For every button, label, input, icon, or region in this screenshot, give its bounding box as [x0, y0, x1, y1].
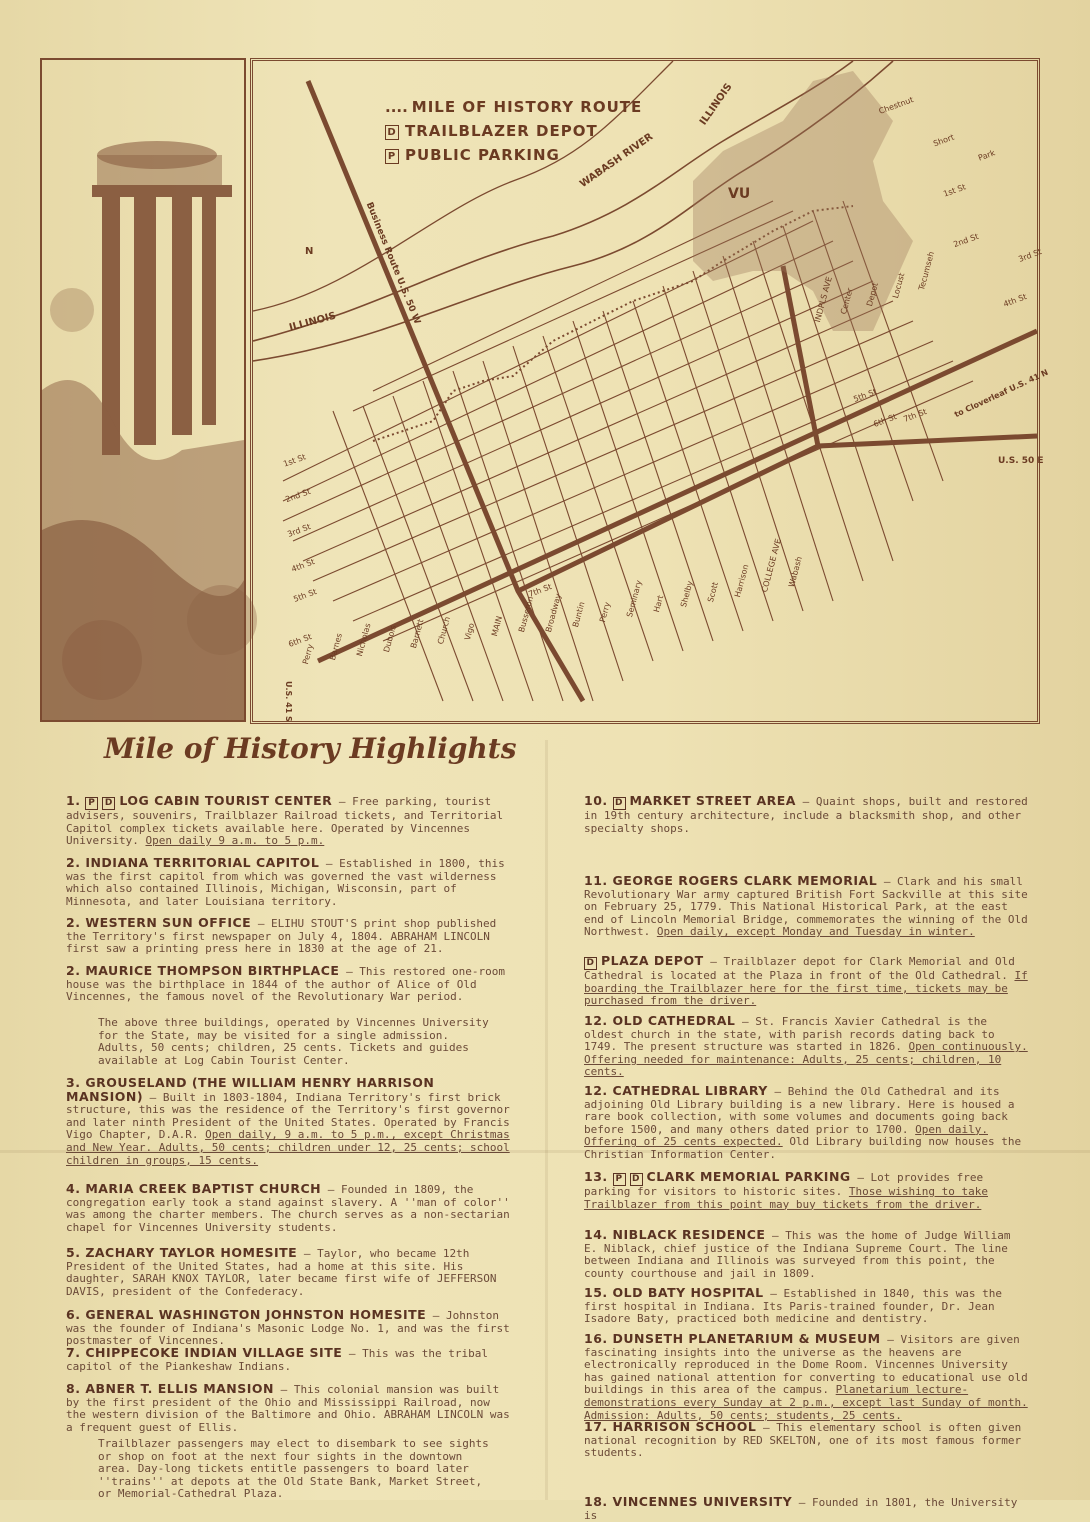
map-street-label: Locust [891, 271, 907, 300]
entry-hours: If boarding the Trailblazer here for the first time, tickets may be purchased from the driver. [584, 969, 1028, 1008]
entry-text: – Established in 1840, this was the first hospital in Indiana. Its Paris-trained founder, Dr. Jean Isadore Baty, practiced both medicine and dentistry. [584, 1287, 1003, 1326]
entry-heading [584, 1285, 764, 1300]
entry-heading [584, 953, 704, 968]
entry-heading [584, 1083, 768, 1098]
entry-title: VINCENNES UNIVERSITY [612, 1494, 793, 1509]
entry-number: 13. [584, 1169, 608, 1184]
map-street-label: 4th St [290, 557, 316, 574]
entry-heading [66, 915, 251, 930]
map-street-label: Barnett [409, 618, 426, 650]
map-legend [385, 95, 642, 167]
highlight-entry [66, 795, 511, 848]
highlight-entry [66, 965, 511, 1004]
entry-heading [584, 1169, 851, 1184]
entry-title: MARIA CREEK BAPTIST CHURCH [85, 1181, 322, 1196]
map-street-label: 2nd St [952, 231, 980, 250]
map-street-label: Scott [706, 581, 721, 604]
entry-number: 17. [584, 1419, 608, 1434]
entry-text: – This restored one-room house was the birthplace in 1844 of the author of Alice of Old Vincennes, the famous novel of the Revolutionary War period. [66, 965, 506, 1004]
map-street-label: Perry [301, 643, 316, 666]
entry-heading [66, 793, 332, 808]
entry-text: – Clark and his small Revolutionary War army captured British Fort Sackville at this site on February 25, 1779. This National Historical Park, at the east end of Lincoln Memorial Bridge, commemorates the winning of the Old Northwest. [584, 875, 1028, 939]
entry-text: Old Library building now houses the Christian Information Center. [584, 1135, 1022, 1161]
entry-title: ZACHARY TAYLOR HOMESITE [85, 1245, 298, 1260]
entry-title: HARRISON SCHOOL [612, 1419, 757, 1434]
highlight-entry [584, 1171, 1029, 1211]
entry-heading [584, 1419, 756, 1434]
entry-hours: Open continuously. Offering needed for maintenance: Adults, 25 cents; children, 10 cents. [584, 1040, 1028, 1079]
highlight-entry [584, 875, 1029, 939]
entry-text: – Trailblazer depot for Clark Memorial and Old Cathedral is located at the Plaza in front of the Old Cathedral. [584, 955, 1015, 982]
map-label-us50e: U.S. 50 E [998, 456, 1044, 466]
entry-title: CLARK MEMORIAL PARKING [646, 1169, 851, 1184]
map-street-label: Broadway [544, 592, 563, 634]
entry-number: 8. [66, 1381, 81, 1396]
entry-text: – Free parking, tourist advisers, souvenirs, Trailblazer Railroad tickets, and Territorial Capitol complex tickets available here. Operated by Vincennes University. [66, 795, 504, 848]
map-street-label: MAIN [490, 614, 505, 638]
map-street-label: Barnes [328, 632, 344, 662]
highlight-entry [584, 955, 1029, 1008]
entry-text: – Behind the Old Cathedral and its adjoining Old Library building is a new library. Here is housed a rare book collection, with some volumes and documents going back before 1500, and many others dated prior to 1700. [584, 1085, 1015, 1136]
entry-text: – Built in 1803-1804, Indiana Territory's first brick structure, this was the residence of the Territory's first governor and later ninth President of the United States. Operated by Francis Vigo Chapter, D.A.R. [66, 1090, 510, 1142]
entry-title: CHIPPECOKE INDIAN VILLAGE SITE [85, 1345, 343, 1360]
legend-parking: P PUBLIC PARKING [385, 143, 642, 167]
map-label-north: N [305, 246, 314, 257]
map-label-river3: ILLINOIS [288, 310, 338, 334]
map-street-label: Buntin [571, 600, 587, 629]
entry-heading [584, 1331, 881, 1346]
entry-text: – This colonial mansion was built by the first president of the Ohio and Mississippi Railroad, now the western division of the Baltimore and Ohio. ABRAHAM LINCOLN was a frequent guest of Ellis. [66, 1383, 510, 1434]
entry-text: – Johnston was the founder of Indiana's Masonic Lodge No. 1, and was the first postmaster of Vincennes. [66, 1309, 510, 1348]
entry-number: 2. [66, 915, 81, 930]
entry-text: – This was the tribal capitol of the Piankeshaw Indians. [66, 1347, 488, 1373]
entry-text: – Lot provides free parking for visitors to historic sites. [584, 1171, 984, 1198]
highlight-entry [66, 1183, 511, 1234]
entry-text: – Quaint shops, built and restored in 19th century architecture, include a blacksmith shop, and other specialty shops. [584, 795, 1028, 835]
highlight-entry [66, 1247, 511, 1298]
legend-depot: D TRAILBLAZER DEPOT [385, 119, 642, 143]
depot-icon: D [613, 797, 626, 810]
note-text: The above three buildings, operated by Vincennes University for the State, may be visited for a single admission. Adults, 50 cents; children, 25 cents. Tickets and guides available at Log Cabin Tourist Center. [98, 1016, 489, 1067]
street-grid [253, 61, 1037, 721]
entry-text: – Visitors are given fascinating insights into the universe as the heavens are electronically reproduced in the Dome Room. Vincennes University has gained national attention for converting to educational use old buildings in this area of the campus. [584, 1333, 1028, 1397]
map-street-label: Park [976, 148, 997, 163]
map-street-label: 6th St [287, 632, 313, 649]
entry-hours: Those wishing to take Trailblazer from this point may buy tickets from the driver. [584, 1185, 988, 1211]
monument-drawing [42, 60, 244, 720]
map-street-label: 5th St [292, 587, 318, 604]
entry-heading [584, 1013, 735, 1028]
entry-heading [66, 1181, 321, 1196]
map-label-us41n: to Cloverleaf U.S. 41 N [953, 367, 1050, 420]
map-street-label: Seminary [625, 579, 644, 619]
fold-line-vertical [545, 740, 548, 1500]
map-street-label: Short [932, 132, 956, 149]
highlight-entry [66, 1383, 511, 1434]
entry-number: 2. [66, 855, 81, 870]
entry-title: GEORGE ROGERS CLARK MEMORIAL [612, 873, 878, 888]
entry-number: 5. [66, 1245, 81, 1260]
entry-title: GENERAL WASHINGTON JOHNSTON HOMESITE [85, 1307, 427, 1322]
map-street-label: INDPLS AVE [813, 275, 834, 324]
highlight-entry [66, 1309, 511, 1348]
highlight-entry [584, 1496, 1029, 1522]
parking-icon: P [613, 1173, 626, 1186]
entry-hours: Open daily 9 a.m. to 5 p.m. [145, 834, 325, 848]
entry-number: 2. [66, 963, 81, 978]
entry-number: 12. [584, 1013, 608, 1028]
map-street-label: 7th St [902, 407, 928, 424]
city-map [250, 58, 1050, 724]
map-street-label: 1st St [942, 182, 967, 199]
map-street-label: 2nd St [284, 486, 312, 505]
entry-heading [584, 873, 877, 888]
entry-heading [66, 963, 339, 978]
entry-number: 18. [584, 1494, 608, 1509]
entry-number: 6. [66, 1307, 81, 1322]
entry-heading [66, 1307, 426, 1322]
depot-icon: D [102, 797, 115, 810]
entry-text: – This elementary school is often given national recognition by RED SKELTON, one of its most famous former students. [584, 1421, 1022, 1460]
map-street-label: 3rd St [1017, 247, 1043, 264]
entry-hours: Open daily, except Monday and Tuesday in winter. [656, 925, 975, 939]
entry-number: 7. [66, 1345, 81, 1360]
highlight-entry [584, 1229, 1029, 1280]
entry-title: INDIANA TERRITORIAL CAPITOL [85, 855, 320, 870]
entry-number: 14. [584, 1227, 608, 1242]
page-title: Mile of History Highlights [104, 732, 517, 765]
entry-number: 1. [66, 793, 81, 808]
entry-text: – Taylor, who became 12th President of the United States, had a home at this site. His daughter, SARAH KNOX TAYLOR, later became first wife of JEFFERSON DAVIS, president of the Confederacy. [66, 1247, 497, 1298]
depot-icon: D [584, 957, 597, 970]
entry-number: 10. [584, 793, 608, 808]
note-text: Trailblazer passengers may elect to disembark to see sights or shop on foot at the next four sights in the downtown area. Day-long tickets entitle passengers to board later ''trains'' at depots at the Old State Bank, Market Street, or Memorial-Cathedral Plaza. [98, 1437, 489, 1501]
entry-text: – This was the home of Judge William E. Niblack, chief justice of the Indiana Supreme Court. The line between Indiana and Illinois was surveyed from this point, the county courthouse and jail in 1809. [584, 1229, 1011, 1280]
entry-title: MAURICE THOMPSON BIRTHPLACE [85, 963, 340, 978]
highlight-note [66, 1017, 511, 1067]
entry-title: MARKET STREET AREA [629, 793, 796, 808]
entry-number: 16. [584, 1331, 608, 1346]
entry-heading [66, 1245, 297, 1260]
entry-heading [584, 793, 796, 808]
highlight-entry [66, 857, 511, 908]
map-label-river2: WABASH RIVER [578, 131, 656, 191]
map-label-bus_route: Business Route U.S. 50 W [363, 201, 422, 326]
entry-title: OLD BATY HOSPITAL [612, 1285, 764, 1300]
map-street-label: Dubois [382, 624, 398, 654]
highlight-entry [584, 1015, 1029, 1079]
map-street-label: 5th St [852, 387, 878, 404]
entry-title: ABNER T. ELLIS MANSION [85, 1381, 275, 1396]
entry-title: LOG CABIN TOURIST CENTER [119, 793, 333, 808]
entry-hours: Planetarium lecture-demonstrations every Sunday at 2 p.m., except last Sunday of month. Admission: Adults, 50 cents; students, 25 cents. [584, 1383, 1028, 1422]
entry-text: – Founded in 1809, the congregation early took a stand against slavery. A ''man of color'' was among the charter members. The church serves as a non-sectarian chapel for Vincennes University students. [66, 1183, 510, 1234]
map-street-label: 6th St [872, 412, 898, 429]
map-street-label: COLLEGE AVE [760, 537, 783, 594]
highlight-entry [584, 795, 1029, 835]
map-street-label: Hart [652, 594, 666, 614]
entry-text: – Founded in 1801, the University is [584, 1496, 1018, 1522]
entry-text: – St. Francis Xavier Cathedral is the oldest church in the state, with parish records dating back to 1749. The present structure was started in 1826. [584, 1015, 995, 1054]
entry-number: 4. [66, 1181, 81, 1196]
entry-hours: Open daily, 9 a.m. to 5 p.m., except Christmas and New Year. Adults, 50 cents; children under 12, 25 cents; school children in groups, 15 cents. [66, 1128, 510, 1167]
map-street-label: Tecumseh [917, 250, 937, 292]
entry-heading [66, 855, 319, 870]
map-street-label: Vigo [463, 622, 477, 642]
entry-number: 3. [66, 1075, 81, 1090]
parking-icon: P [85, 797, 98, 810]
map-label-vu: VU [728, 186, 751, 202]
map-street-label: Depot [865, 281, 880, 308]
highlight-entry [66, 1077, 511, 1167]
map-street-label: Chestnut [877, 95, 915, 116]
entry-title: NIBLACK RESIDENCE [612, 1227, 766, 1242]
map-street-label: Harrison [733, 563, 751, 599]
entry-number: 15. [584, 1285, 608, 1300]
map-street-label: 4th St [1002, 292, 1028, 309]
entry-number: 11. [584, 873, 608, 888]
highlight-entry [584, 1085, 1029, 1162]
highlight-entry [584, 1421, 1029, 1460]
entry-title: PLAZA DEPOT [601, 953, 704, 968]
entry-title: GROUSELAND (THE WILLIAM HENRY HARRISON MANSION) [66, 1075, 435, 1104]
monument-illustration [40, 58, 246, 722]
map-street-label: Wabash [787, 555, 804, 589]
entry-title: WESTERN SUN OFFICE [85, 915, 252, 930]
highlight-entry [66, 917, 511, 956]
entry-title: DUNSETH PLANETARIUM & MUSEUM [612, 1331, 881, 1346]
entry-title: OLD CATHEDRAL [612, 1013, 736, 1028]
highlight-note [66, 1438, 511, 1501]
entry-number: 12. [584, 1083, 608, 1098]
entry-heading [66, 1381, 274, 1396]
map-label-river1: ILLINOIS [698, 81, 735, 128]
legend-route: .... MILE OF HISTORY ROUTE [385, 98, 643, 116]
map-street-label: 7th St [527, 582, 553, 599]
map-street-label: Nicholas [355, 622, 373, 658]
depot-icon: D [630, 1173, 643, 1186]
map-street-label: 1st St [282, 452, 307, 469]
highlight-entry [66, 1347, 511, 1373]
entry-text: – Established in 1800, this was the first capitol from which was governed the vast wilderness which also contained Illinois, Michigan, Wisconsin, part of Minnesota, and later Louisiana territory. [66, 857, 505, 908]
entry-text: – ELIHU STOUT'S print shop published the Territory's first newspaper on July 4, 1804. ABRAHAM LINCOLN first saw a printing press here in 1830 at the age of 21. [66, 917, 497, 956]
map-street-label: Center [839, 286, 855, 316]
map-street-label: Shelby [679, 579, 695, 609]
highlight-entry [584, 1287, 1029, 1326]
map-label-us41s: U.S. 41 S [284, 681, 293, 722]
entry-heading [584, 1227, 765, 1242]
entry-hours: Open daily. Offering of 25 cents expected. [584, 1122, 988, 1149]
entry-heading [584, 1494, 792, 1509]
map-street-label: Church [436, 615, 453, 646]
map-street-label: Busseron [517, 595, 536, 634]
entry-heading [66, 1345, 342, 1360]
entry-title: CATHEDRAL LIBRARY [612, 1083, 768, 1098]
map-street-label: Perry [598, 601, 613, 624]
map-street-label: 3rd St [286, 522, 312, 539]
highlight-entry [584, 1333, 1029, 1422]
